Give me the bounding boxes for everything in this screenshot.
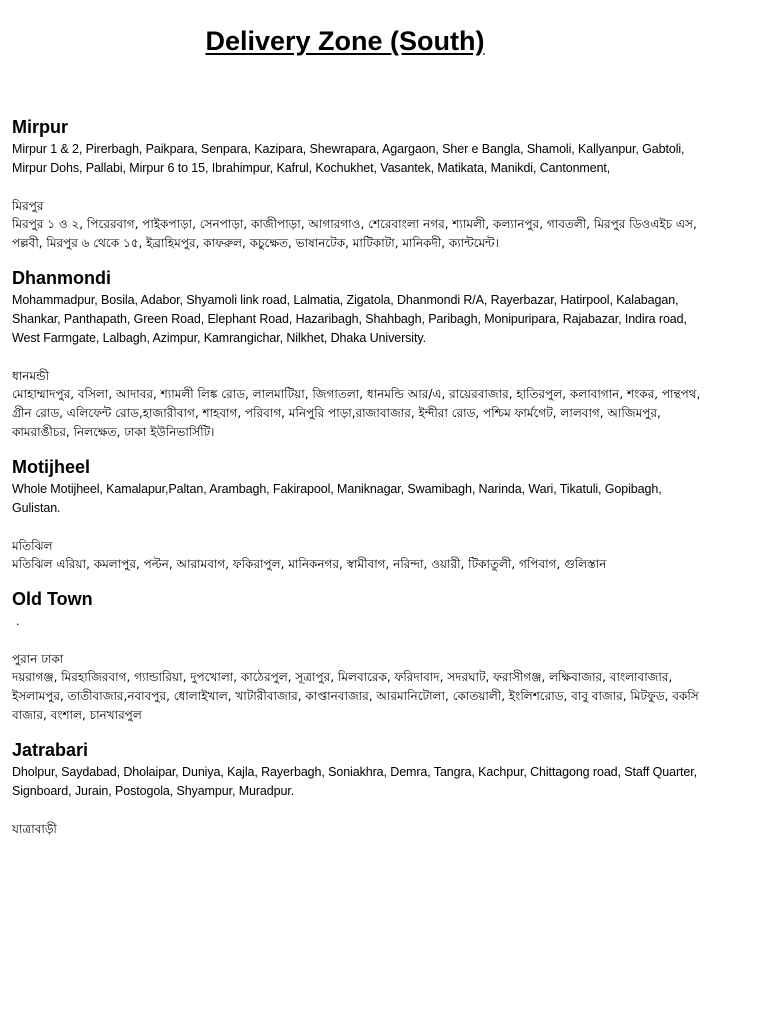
zone-areas-english: Mohammadpur, Bosila, Adabor, Shyamoli link road, Lalmatia, Zigatola, Dhanmondi R/A, Rayerbazar, Hatirpool, Kalabagan, Shankar, Panthapath, Green Road, Elephant Road, Hazaribagh, Shahbagh, Paribagh, Monipuripara, Rajabazar, Indira road, West Farmgate, Lalbagh, Azimpur, Kamrangichar, Nilkhet, Dhaka University. [12,293,687,345]
zone-areas-english: Whole Motijheel, Kamalapur,Paltan, Arambagh, Fakirapool, Maniknagar, Swamibagh, Narinda, Wari, Tikatuli, Gopibagh, Gulistan. [12,482,662,515]
zone-heading: Dhanmondi [12,268,111,288]
zone-motijheel [12,456,712,574]
page-title: Delivery Zone (South) [205,26,485,56]
zone-areas-bangla: মিরপুর ১ ও ২, পিরেরবাগ, পাইকপাড়া, সেনপাড়া, কাজীপাড়া, আগারগাও, শেরেবাংলা নগর, শ্যামলী, কল্যানপুর, গাবতলী, মিরপুর ডিওএইচ এস, পল্লবী, মিরপুর ৬ থেকে ১৫, ইব্রাহিমপুর, কাফরুল, কচুক্ষেত, ভাষানটেক, মাটিকাটা, মানিকদী, ক্যান্টমেন্ট। [12,217,697,250]
zone-areas-bangla: মতিঝিল এরিয়া, কমলাপুর, পল্টন, আরামবাগ, ফকিরাপুল, মানিকনগর, স্বামীবাগ, নরিন্দা, ওয়ারী, টিকাতুলী, গপিবাগ, গুলিস্তান [12,557,607,571]
zone-list [12,116,712,838]
zone-heading: Motijheel [12,457,91,477]
zone-areas-bangla: মোহাম্মাদপুর, বসিলা, আদাবর, শ্যামলী লিঙ্ক রোড, লালমাটিয়া, জিগাতলা, ধানমন্ডি আর/এ, রায়েরবাজার, হাতিরপুল, কলাবাগান, শংকর, পান্থপথ, গ্রীন রোড, এলিফেন্ট রোড,হাজারীবাগ, শাহবাগ, পরিবাগ, মনিপুরি পাড়া,রাজাবাজার, ইন্দীরা রোড, পশ্চিম ফার্মগেট, লালবাগ, আজিমপুর, কামরাঙীচর, নিলক্ষেত, ঢাকা ইউনিভার্সিটি। [12,387,701,439]
zone-heading-bangla: পুরান ঢাকা [12,652,64,666]
zone-heading: Jatrabari [12,740,89,760]
zone-jatrabari [12,739,712,838]
zone-areas-english: . [16,614,20,628]
zone-areas-english: Mirpur 1 & 2, Pirerbagh, Paikpara, Senpara, Kazipara, Shewrapara, Agargaon, Sher e Bangla, Shamoli, Kallyanpur, Gabtoli, Mirpur Dohs, Pallabi, Mirpur 6 to 15, Ibrahimpur, Kafrul, Kochukhet, Vasantek, Matikata, Manikdi, Cantonment, [12,142,685,175]
zone-dhanmondi [12,267,712,442]
zone-areas-bangla: দয়রাগঞ্জ, মিরহাজিরবাগ, গ্যান্ডারিয়া, দুপখোলা, কাঠেরপুল, সূত্রাপুর, মিলবারেক, ফরিদাবাদ, সদরঘাট, ফরাসীগঞ্জ, লক্ষিবাজার, বাংলাবাজার, ইসলামপুর, তাতীবাজার,নবাবপুর, ধোলাইখাল, খাটারীবাজার, কাপ্তানবাজার, আরমানিটোলা, কোতয়ালী, ইংলিশরোড, বাবু বাজার, মিটফুড, বকসি বাজার, বংশাল, চানখারপুল [12,670,699,722]
zone-mirpur [12,116,712,253]
zone-heading: Mirpur [12,117,68,137]
zone-heading-bangla: মিরপুর [12,199,44,213]
zone-heading-bangla: যাত্রাবাড়ী [12,822,57,836]
zone-old-town [12,588,712,725]
zone-heading: Old Town [12,589,93,609]
zone-heading-bangla: ধানমন্ডী [12,369,50,383]
zone-heading-bangla: মতিঝিল [12,539,53,553]
zone-areas-english: Dholpur, Saydabad, Dholaipar, Duniya, Kajla, Rayerbagh, Soniakhra, Demra, Tangra, Kachpur, Chittagong road, Staff Quarter, Signboard, Jurain, Postogola, Shyampur, Muradpur. [12,765,697,798]
